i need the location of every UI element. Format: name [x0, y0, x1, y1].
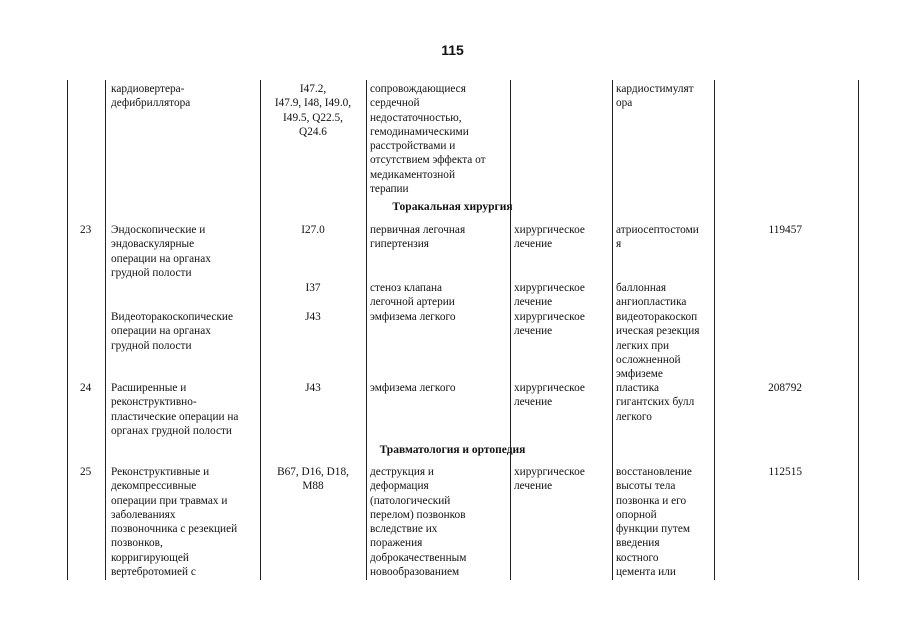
column-divider [366, 80, 367, 580]
section-heading-traumatology: Травматология и ортопедия [379, 444, 526, 456]
column-divider [105, 80, 106, 580]
row-treatment: хирургическое лечение [514, 311, 585, 338]
row-codes: B67, D16, D18, M88 [277, 466, 349, 493]
continuation-method: кардиостимулят ора [616, 83, 694, 110]
row-cost: 208792 [768, 382, 802, 394]
row-method: видеоторакоскоп ическая резекция легких при осложненной эмфиземе [616, 311, 700, 381]
row-treatment: хирургическое лечение [514, 282, 585, 309]
row-codes: J43 [305, 382, 321, 394]
continuation-name: кардиовертера- дефибриллятора [111, 83, 191, 110]
row-name: Видеоторакоскопические операции на органах грудной полости [111, 311, 233, 352]
row-name: Расширенные и реконструктивно- пластические операции на органах грудной полости [111, 382, 239, 437]
row-model: первичная легочная гипертензия [370, 224, 466, 251]
row-model: эмфизема легкого [370, 382, 456, 394]
table-border-left [67, 80, 68, 580]
row-codes: I27.0 [301, 224, 325, 236]
row-codes: J43 [305, 311, 321, 323]
row-method: атриосептостоми я [616, 224, 699, 251]
continuation-model: сопровождающиеся сердечной недостаточностью, гемодинамическими расстройствами и отсутствием эффекта от медикаментозной терапии [370, 83, 486, 196]
row-treatment: хирургическое лечение [514, 224, 585, 251]
row-model: деструкция и деформация (патологический перелом) позвонков вследствие их поражения доброкачественным новообразованием [370, 466, 467, 579]
row-number: 24 [80, 382, 92, 394]
row-name: Эндоскопические и эндоваскулярные операции на органах грудной полости [111, 224, 211, 279]
row-codes: I37 [305, 282, 321, 294]
table-border-right [858, 80, 859, 580]
column-divider [260, 80, 261, 580]
column-divider [510, 80, 511, 580]
row-model: эмфизема легкого [370, 311, 456, 323]
page-number: 115 [441, 42, 464, 58]
row-method: восстановление высоты тела позвонка и его опорной функции путем введения костного цемента или [616, 466, 692, 579]
section-heading-thoracic: Торакальная хирургия [392, 201, 513, 213]
row-cost: 119457 [768, 224, 802, 236]
continuation-codes: I47.2, I47.9, I48, I49.0, I49.5, Q22.5, Q24.6 [274, 83, 352, 138]
row-name: Реконструктивные и декомпрессивные операции при травмах и заболеваниях позвоночника с резекцией позвонков, корригирующей вертебротомией с [111, 466, 238, 579]
column-divider [714, 80, 715, 580]
row-number: 25 [80, 466, 92, 478]
row-model: стеноз клапана легочной артерии [370, 282, 455, 309]
row-number: 23 [80, 224, 92, 236]
row-method: пластика гигантских булл легкого [616, 382, 695, 423]
row-method: баллонная ангиопластика [616, 282, 687, 309]
row-treatment: хирургическое лечение [514, 382, 585, 409]
row-treatment: хирургическое лечение [514, 466, 585, 493]
row-cost: 112515 [768, 466, 802, 478]
column-divider [612, 80, 613, 580]
